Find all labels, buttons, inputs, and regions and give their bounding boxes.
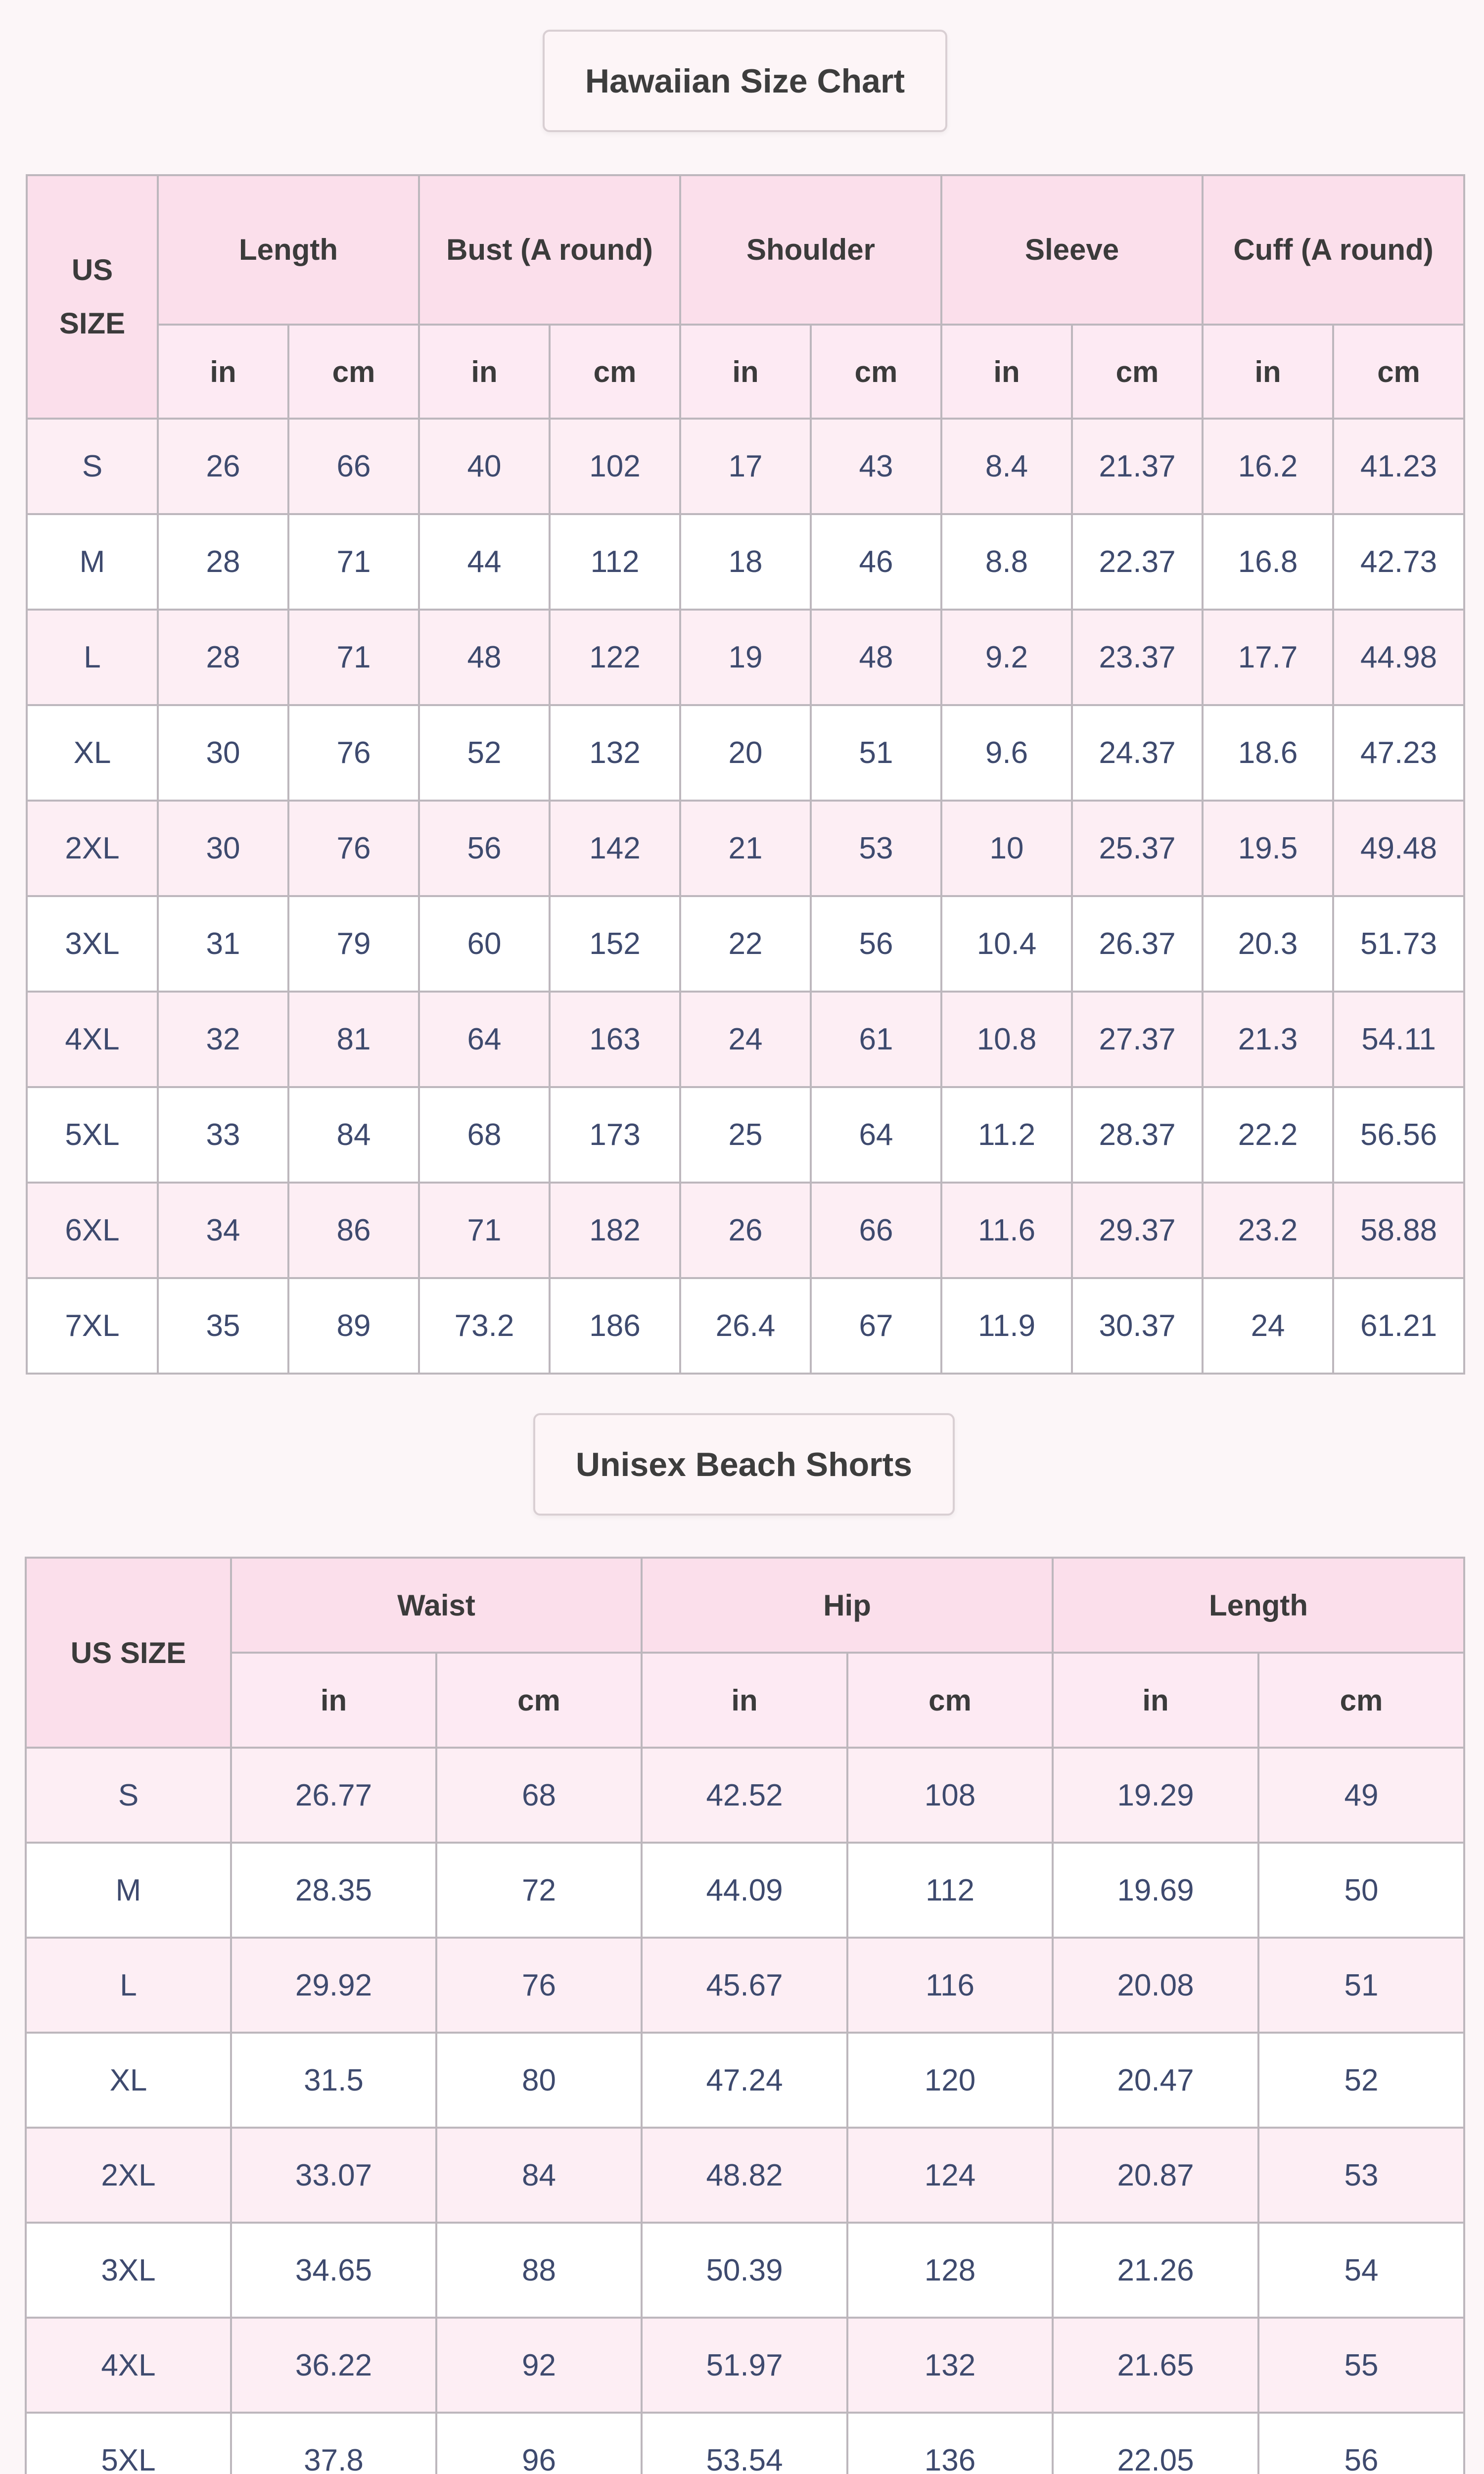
value-cell: 124	[847, 2128, 1053, 2223]
group-header-waist: Waist	[231, 1558, 642, 1653]
group-header-shoulder: Shoulder	[680, 175, 941, 325]
value-cell: 31	[158, 896, 288, 992]
value-cell: 30	[158, 705, 288, 801]
value-cell: 34	[158, 1183, 288, 1278]
unit-header-cm: cm	[811, 325, 941, 419]
value-cell: 73.2	[419, 1278, 550, 1374]
unit-header-row	[26, 1653, 1464, 1748]
value-cell: 44.09	[642, 1843, 847, 1938]
value-cell: 76	[288, 705, 419, 801]
unit-header-row	[27, 325, 1464, 419]
size-cell: 5XL	[26, 2413, 231, 2474]
value-cell: 52	[419, 705, 550, 801]
value-cell: 92	[436, 2318, 642, 2413]
value-cell: 116	[847, 1938, 1053, 2033]
value-cell: 112	[847, 1843, 1053, 1938]
value-cell: 10.4	[941, 896, 1072, 992]
value-cell: 21	[680, 801, 811, 896]
value-cell: 35	[158, 1278, 288, 1374]
value-cell: 47.23	[1333, 705, 1464, 801]
value-cell: 20.3	[1203, 896, 1333, 992]
size-cell: 7XL	[27, 1278, 158, 1374]
value-cell: 10.8	[941, 992, 1072, 1087]
value-cell: 173	[550, 1087, 680, 1183]
value-cell: 81	[288, 992, 419, 1087]
table-row	[27, 705, 1464, 801]
value-cell: 22	[680, 896, 811, 992]
size-cell: 6XL	[27, 1183, 158, 1278]
value-cell: 79	[288, 896, 419, 992]
unit-header-cm: cm	[847, 1653, 1053, 1748]
shorts-chart-title: Unisex Beach Shorts	[533, 1413, 955, 1516]
value-cell: 26	[158, 419, 288, 514]
table-row	[26, 2128, 1464, 2223]
hawaiian-chart-title: Hawaiian Size Chart	[543, 30, 947, 132]
size-cell: S	[27, 419, 158, 514]
value-cell: 61.21	[1333, 1278, 1464, 1374]
shorts-size-table	[25, 1557, 1465, 2474]
value-cell: 48	[419, 610, 550, 705]
size-cell: S	[26, 1748, 231, 1843]
group-header-length: Length	[158, 175, 419, 325]
value-cell: 9.6	[941, 705, 1072, 801]
table-row	[27, 419, 1464, 514]
size-cell: 3XL	[26, 2223, 231, 2318]
size-column-header: US SIZE	[27, 175, 158, 419]
value-cell: 68	[436, 1748, 642, 1843]
size-cell: XL	[27, 705, 158, 801]
group-header-row	[26, 1558, 1464, 1653]
value-cell: 50.39	[642, 2223, 847, 2318]
value-cell: 11.2	[941, 1087, 1072, 1183]
value-cell: 128	[847, 2223, 1053, 2318]
size-cell: 4XL	[27, 992, 158, 1087]
table-row	[27, 992, 1464, 1087]
value-cell: 32	[158, 992, 288, 1087]
value-cell: 46	[811, 514, 941, 610]
value-cell: 120	[847, 2033, 1053, 2128]
value-cell: 11.9	[941, 1278, 1072, 1374]
value-cell: 102	[550, 419, 680, 514]
value-cell: 22.37	[1072, 514, 1203, 610]
value-cell: 28	[158, 610, 288, 705]
value-cell: 182	[550, 1183, 680, 1278]
value-cell: 80	[436, 2033, 642, 2128]
value-cell: 29.37	[1072, 1183, 1203, 1278]
size-column-header: US SIZE	[26, 1558, 231, 1748]
value-cell: 21.65	[1053, 2318, 1258, 2413]
value-cell: 19.69	[1053, 1843, 1258, 1938]
value-cell: 21.37	[1072, 419, 1203, 514]
size-cell: L	[26, 1938, 231, 2033]
unit-header-cm: cm	[1258, 1653, 1464, 1748]
value-cell: 20	[680, 705, 811, 801]
unit-header-in: in	[1053, 1653, 1258, 1748]
size-cell: M	[27, 514, 158, 610]
value-cell: 122	[550, 610, 680, 705]
value-cell: 136	[847, 2413, 1053, 2474]
value-cell: 37.8	[231, 2413, 436, 2474]
hawaiian-table-body	[27, 419, 1464, 1374]
size-cell: L	[27, 610, 158, 705]
value-cell: 40	[419, 419, 550, 514]
value-cell: 43	[811, 419, 941, 514]
value-cell: 18	[680, 514, 811, 610]
value-cell: 22.2	[1203, 1087, 1333, 1183]
value-cell: 23.2	[1203, 1183, 1333, 1278]
value-cell: 28	[158, 514, 288, 610]
value-cell: 76	[436, 1938, 642, 2033]
value-cell: 21.26	[1053, 2223, 1258, 2318]
value-cell: 21.3	[1203, 992, 1333, 1087]
table-row	[27, 1183, 1464, 1278]
value-cell: 28.37	[1072, 1087, 1203, 1183]
value-cell: 34.65	[231, 2223, 436, 2318]
value-cell: 66	[288, 419, 419, 514]
unit-header-cm: cm	[436, 1653, 642, 1748]
group-header-sleeve: Sleeve	[941, 175, 1203, 325]
value-cell: 45.67	[642, 1938, 847, 2033]
size-cell: XL	[26, 2033, 231, 2128]
table-row	[26, 1748, 1464, 1843]
table-row	[26, 2318, 1464, 2413]
value-cell: 86	[288, 1183, 419, 1278]
value-cell: 48	[811, 610, 941, 705]
table-row	[27, 1087, 1464, 1183]
value-cell: 68	[419, 1087, 550, 1183]
value-cell: 132	[550, 705, 680, 801]
value-cell: 26	[680, 1183, 811, 1278]
unit-header-in: in	[231, 1653, 436, 1748]
value-cell: 20.87	[1053, 2128, 1258, 2223]
value-cell: 26.37	[1072, 896, 1203, 992]
unit-header-in: in	[642, 1653, 847, 1748]
value-cell: 84	[288, 1087, 419, 1183]
value-cell: 16.2	[1203, 419, 1333, 514]
table-row	[26, 1843, 1464, 1938]
table-row	[27, 801, 1464, 896]
value-cell: 186	[550, 1278, 680, 1374]
value-cell: 53	[1258, 2128, 1464, 2223]
value-cell: 71	[419, 1183, 550, 1278]
table-row	[26, 1938, 1464, 2033]
value-cell: 51.97	[642, 2318, 847, 2413]
group-header-hip: Hip	[642, 1558, 1053, 1653]
value-cell: 41.23	[1333, 419, 1464, 514]
value-cell: 51.73	[1333, 896, 1464, 992]
value-cell: 132	[847, 2318, 1053, 2413]
unit-header-in: in	[680, 325, 811, 419]
value-cell: 61	[811, 992, 941, 1087]
value-cell: 89	[288, 1278, 419, 1374]
value-cell: 25	[680, 1087, 811, 1183]
value-cell: 88	[436, 2223, 642, 2318]
value-cell: 27.37	[1072, 992, 1203, 1087]
value-cell: 44	[419, 514, 550, 610]
value-cell: 19.5	[1203, 801, 1333, 896]
table-row	[27, 896, 1464, 992]
value-cell: 58.88	[1333, 1183, 1464, 1278]
value-cell: 84	[436, 2128, 642, 2223]
value-cell: 108	[847, 1748, 1053, 1843]
value-cell: 36.22	[231, 2318, 436, 2413]
value-cell: 42.52	[642, 1748, 847, 1843]
table-row	[26, 2413, 1464, 2474]
value-cell: 29.92	[231, 1938, 436, 2033]
value-cell: 30.37	[1072, 1278, 1203, 1374]
value-cell: 112	[550, 514, 680, 610]
value-cell: 8.4	[941, 419, 1072, 514]
size-cell: 5XL	[27, 1087, 158, 1183]
value-cell: 19.29	[1053, 1748, 1258, 1843]
value-cell: 56	[419, 801, 550, 896]
value-cell: 25.37	[1072, 801, 1203, 896]
value-cell: 152	[550, 896, 680, 992]
value-cell: 142	[550, 801, 680, 896]
value-cell: 60	[419, 896, 550, 992]
group-header-row	[27, 175, 1464, 325]
value-cell: 54	[1258, 2223, 1464, 2318]
value-cell: 51	[811, 705, 941, 801]
value-cell: 56.56	[1333, 1087, 1464, 1183]
value-cell: 18.6	[1203, 705, 1333, 801]
table-row	[27, 1278, 1464, 1374]
value-cell: 51	[1258, 1938, 1464, 2033]
value-cell: 9.2	[941, 610, 1072, 705]
value-cell: 53.54	[642, 2413, 847, 2474]
size-cell: 4XL	[26, 2318, 231, 2413]
value-cell: 71	[288, 514, 419, 610]
unit-header-in: in	[1203, 325, 1333, 419]
value-cell: 17.7	[1203, 610, 1333, 705]
value-cell: 19	[680, 610, 811, 705]
value-cell: 48.82	[642, 2128, 847, 2223]
unit-header-cm: cm	[1072, 325, 1203, 419]
value-cell: 96	[436, 2413, 642, 2474]
group-header-length: Length	[1053, 1558, 1464, 1653]
value-cell: 20.47	[1053, 2033, 1258, 2128]
value-cell: 47.24	[642, 2033, 847, 2128]
value-cell: 22.05	[1053, 2413, 1258, 2474]
value-cell: 49.48	[1333, 801, 1464, 896]
value-cell: 28.35	[231, 1843, 436, 1938]
value-cell: 26.77	[231, 1748, 436, 1843]
value-cell: 50	[1258, 1843, 1464, 1938]
value-cell: 64	[419, 992, 550, 1087]
table-row	[27, 610, 1464, 705]
value-cell: 24.37	[1072, 705, 1203, 801]
value-cell: 44.98	[1333, 610, 1464, 705]
value-cell: 26.4	[680, 1278, 811, 1374]
value-cell: 23.37	[1072, 610, 1203, 705]
unit-header-in: in	[941, 325, 1072, 419]
table-row	[26, 2223, 1464, 2318]
value-cell: 33.07	[231, 2128, 436, 2223]
unit-header-in: in	[419, 325, 550, 419]
group-header-bust: Bust (A round)	[419, 175, 680, 325]
value-cell: 11.6	[941, 1183, 1072, 1278]
value-cell: 53	[811, 801, 941, 896]
size-cell: 2XL	[27, 801, 158, 896]
value-cell: 20.08	[1053, 1938, 1258, 2033]
value-cell: 71	[288, 610, 419, 705]
value-cell: 54.11	[1333, 992, 1464, 1087]
size-cell: 2XL	[26, 2128, 231, 2223]
value-cell: 72	[436, 1843, 642, 1938]
value-cell: 55	[1258, 2318, 1464, 2413]
table-row	[27, 514, 1464, 610]
value-cell: 24	[680, 992, 811, 1087]
value-cell: 16.8	[1203, 514, 1333, 610]
value-cell: 10	[941, 801, 1072, 896]
size-cell: 3XL	[27, 896, 158, 992]
value-cell: 76	[288, 801, 419, 896]
value-cell: 17	[680, 419, 811, 514]
value-cell: 66	[811, 1183, 941, 1278]
value-cell: 30	[158, 801, 288, 896]
value-cell: 8.8	[941, 514, 1072, 610]
value-cell: 67	[811, 1278, 941, 1374]
unit-header-cm: cm	[1333, 325, 1464, 419]
size-cell: M	[26, 1843, 231, 1938]
value-cell: 163	[550, 992, 680, 1087]
value-cell: 33	[158, 1087, 288, 1183]
unit-header-in: in	[158, 325, 288, 419]
shorts-table-body	[26, 1748, 1464, 2474]
value-cell: 52	[1258, 2033, 1464, 2128]
value-cell: 64	[811, 1087, 941, 1183]
value-cell: 24	[1203, 1278, 1333, 1374]
unit-header-cm: cm	[288, 325, 419, 419]
value-cell: 56	[811, 896, 941, 992]
group-header-cuff: Cuff (A round)	[1203, 175, 1464, 325]
hawaiian-size-table	[26, 174, 1465, 1375]
value-cell: 56	[1258, 2413, 1464, 2474]
value-cell: 42.73	[1333, 514, 1464, 610]
unit-header-cm: cm	[550, 325, 680, 419]
value-cell: 31.5	[231, 2033, 436, 2128]
value-cell: 49	[1258, 1748, 1464, 1843]
table-row	[26, 2033, 1464, 2128]
